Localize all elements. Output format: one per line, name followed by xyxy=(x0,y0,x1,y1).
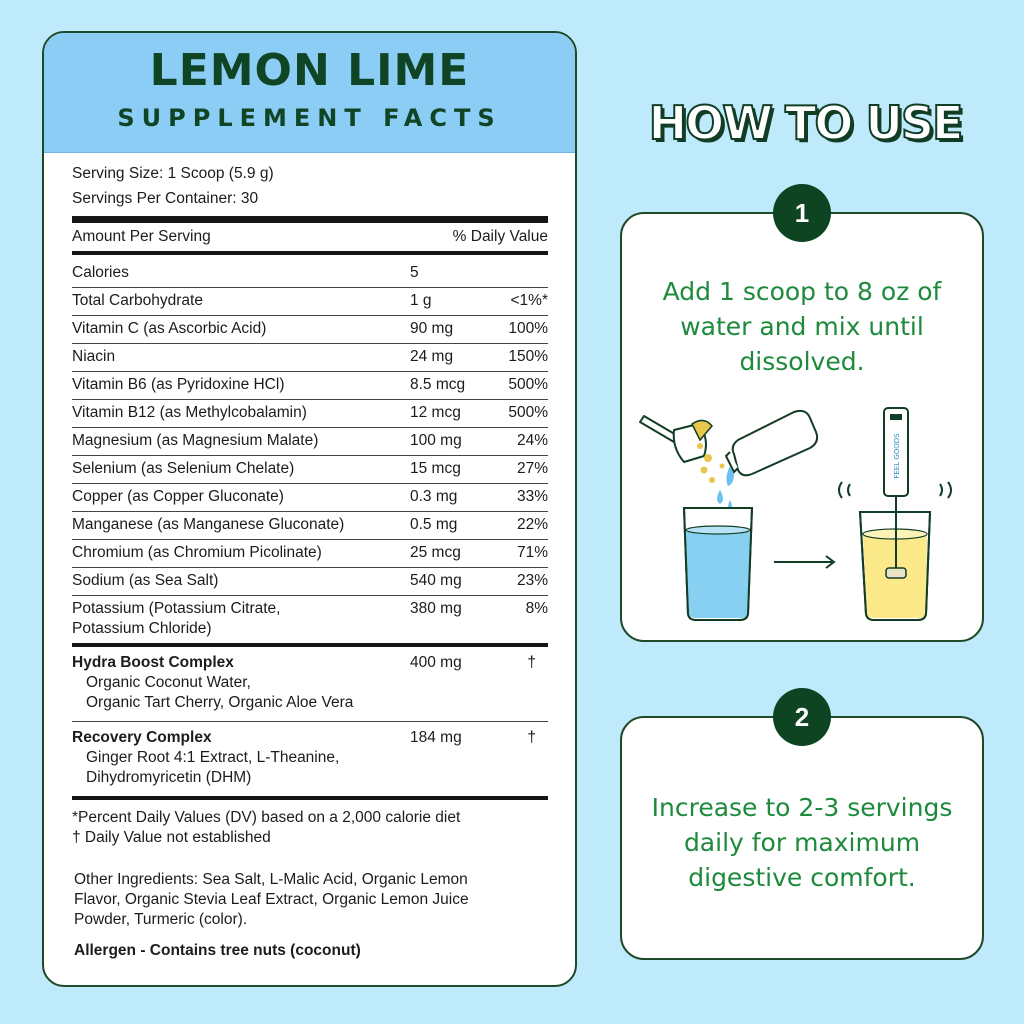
nutrient-row xyxy=(72,484,548,512)
footnote-daily-value: *Percent Daily Values (DV) based on a 2,000 calorie diet xyxy=(72,809,461,826)
nutrient-name: Chromium (as Chromium Picolinate) xyxy=(72,544,322,561)
nutrient-row xyxy=(72,344,548,372)
step-card-2 xyxy=(620,701,984,960)
complex-ingredients-line1: Organic Coconut Water, xyxy=(86,674,251,691)
nutrient-row xyxy=(72,456,548,484)
complex-row xyxy=(72,722,548,796)
facts-header xyxy=(44,33,575,153)
complex-title: Recovery Complex xyxy=(72,729,212,746)
nutrient-row xyxy=(72,255,548,288)
nutrient-dv: 100% xyxy=(508,320,548,337)
complex-amount: 184 mg xyxy=(410,729,462,746)
amount-per-serving-row xyxy=(72,223,548,255)
divider-thick xyxy=(72,216,548,223)
nutrient-amount: 0.5 mg xyxy=(410,516,458,533)
nutrient-dv: 150% xyxy=(508,348,548,365)
nutrient-name: Vitamin B6 (as Pyridoxine HCl) xyxy=(72,376,285,393)
nutrient-row xyxy=(72,596,548,643)
mixing-illustration xyxy=(634,404,974,629)
nutrient-row xyxy=(72,428,548,456)
nutrient-amount: 12 mcg xyxy=(410,404,461,421)
nutrient-name: Vitamin B12 (as Methylcobalamin) xyxy=(72,404,307,421)
nutrient-name: Magnesium (as Magnesium Malate) xyxy=(72,432,319,449)
nutrient-row xyxy=(72,372,548,400)
complex-title: Hydra Boost Complex xyxy=(72,654,234,671)
nutrient-dv: 22% xyxy=(516,516,548,533)
step-card-1 xyxy=(620,197,984,642)
complex-row xyxy=(72,647,548,722)
nutrient-dv: 23% xyxy=(516,572,548,589)
nutrient-dv: 8% xyxy=(525,600,548,617)
complex-name xyxy=(72,728,410,788)
nutrient-name: Calories xyxy=(72,264,129,281)
nutrient-name xyxy=(72,599,410,639)
nutrient-row xyxy=(72,288,548,316)
servings-per-container: Servings Per Container: 30 xyxy=(72,190,259,207)
nutrient-dv: 71% xyxy=(516,544,548,561)
nutrient-dv: 24% xyxy=(516,432,548,449)
nutrient-row xyxy=(72,400,548,428)
nutrient-name: Sodium (as Sea Salt) xyxy=(72,572,219,589)
nutrient-amount: 25 mcg xyxy=(410,544,461,561)
nutrient-amount: 8.5 mcg xyxy=(410,376,466,393)
nutrient-amount: 380 mg xyxy=(410,600,462,617)
complex-dv: † xyxy=(527,729,536,746)
complex-ingredients-line2: Organic Tart Cherry, Organic Aloe Vera xyxy=(86,694,354,711)
arrow-right-icon xyxy=(774,556,834,568)
nutrient-name-line2: Potassium Chloride) xyxy=(72,620,212,637)
step-instruction: Add 1 scoop to 8 oz of water and mix until dissolved. xyxy=(662,277,942,376)
step-number-badge: 1 xyxy=(773,184,831,242)
motion-mark-icon xyxy=(940,484,942,496)
nutrient-amount: 5 xyxy=(410,264,419,281)
nutrient-dv: 33% xyxy=(516,488,548,505)
nutrient-dv: <1%* xyxy=(510,292,548,309)
nutrient-row xyxy=(72,540,548,568)
complex-name xyxy=(72,653,410,713)
other-ingredients xyxy=(72,870,548,930)
facts-subtitle: SUPPLEMENT FACTS xyxy=(117,104,502,132)
nutrient-name: Copper (as Copper Gluconate) xyxy=(72,488,284,505)
amount-per-serving-label: Amount Per Serving xyxy=(72,228,211,245)
nutrient-dv: 500% xyxy=(508,376,548,393)
complex-dv: † xyxy=(527,654,536,671)
nutrient-amount: 0.3 mg xyxy=(410,488,458,505)
nutrient-dv: 27% xyxy=(516,460,548,477)
step-instruction: Increase to 2-3 servings daily for maximum digestive comfort. xyxy=(651,793,953,892)
nutrient-amount: 1 g xyxy=(410,292,432,309)
complex-ingredients-line2: Dihydromyricetin (DHM) xyxy=(86,769,252,786)
serving-size: Serving Size: 1 Scoop (5.9 g) xyxy=(72,165,274,182)
nutrient-row xyxy=(72,568,548,596)
motion-mark-icon xyxy=(839,482,842,498)
nutrient-amount: 90 mg xyxy=(410,320,454,337)
nutrient-amount: 100 mg xyxy=(410,432,462,449)
step-number-badge: 2 xyxy=(773,688,831,746)
nutrient-name: Niacin xyxy=(72,348,116,365)
nutrient-name: Selenium (as Selenium Chelate) xyxy=(72,460,295,477)
how-to-use-title: HOW TO USE xyxy=(648,96,962,150)
scoop-icon xyxy=(640,416,725,483)
facts-body xyxy=(44,153,575,960)
motion-mark-icon xyxy=(948,482,951,498)
daily-value-label: % Daily Value xyxy=(452,228,548,245)
complex-amount: 400 mg xyxy=(410,654,462,671)
footnote-not-established: † Daily Value not established xyxy=(72,829,271,846)
other-ingredients-line2: Flavor, Organic Stevia Leaf Extract, Organic Lemon Juice xyxy=(74,891,469,908)
nutrient-amount: 540 mg xyxy=(410,572,462,589)
nutrient-dv: 500% xyxy=(508,404,548,421)
water-glass-icon xyxy=(684,508,752,620)
other-ingredients-line3: Powder, Turmeric (color). xyxy=(74,911,248,928)
product-title: LEMON LIME xyxy=(149,45,470,96)
motion-mark-icon xyxy=(848,484,850,496)
nutrient-name-line1: Potassium (Potassium Citrate, xyxy=(72,600,281,617)
allergen-statement: Allergen - Contains tree nuts (coconut) xyxy=(74,942,361,959)
frother-label: FEEL GOODS xyxy=(893,433,901,479)
lemon-drink-glass-icon xyxy=(860,512,930,620)
nutrient-name: Manganese (as Manganese Gluconate) xyxy=(72,516,345,533)
nutrient-row xyxy=(72,316,548,344)
other-ingredients-line1: Other Ingredients: Sea Salt, L-Malic Acid, Organic Lemon xyxy=(74,871,468,888)
footnotes xyxy=(72,800,548,848)
nutrient-name: Vitamin C (as Ascorbic Acid) xyxy=(72,320,267,337)
nutrient-name: Total Carbohydrate xyxy=(72,292,203,309)
nutrient-row xyxy=(72,512,548,540)
water-bottle-icon xyxy=(717,411,817,512)
supplement-facts-panel xyxy=(42,31,577,987)
nutrient-amount: 24 mg xyxy=(410,348,454,365)
nutrient-amount: 15 mcg xyxy=(410,460,461,477)
complex-ingredients-line1: Ginger Root 4:1 Extract, L-Theanine, xyxy=(86,749,340,766)
